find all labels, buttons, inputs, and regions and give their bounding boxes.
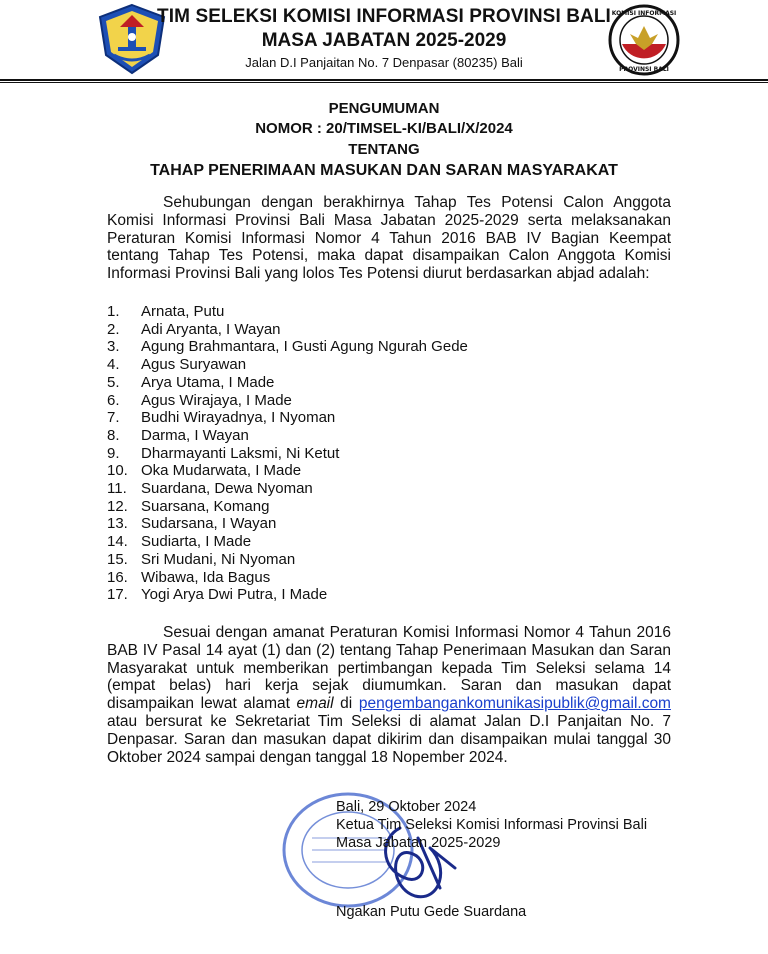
list-item-number: 5. — [107, 373, 120, 391]
list-item — [107, 303, 468, 321]
list-item — [107, 409, 468, 427]
list-item-name: Yogi Arya Dwi Putra, I Made — [141, 586, 328, 604]
list-item-name: Arya Utama, I Made — [141, 373, 275, 391]
list-item-name: Agus Suryawan — [141, 356, 247, 374]
list-item — [107, 569, 468, 587]
list-item-number: 6. — [107, 391, 120, 409]
list-item — [107, 586, 468, 604]
list-item-number: 14. — [107, 533, 128, 551]
list-item-name: Sudiarta, I Made — [141, 533, 252, 551]
doc-number: NOMOR : 20/TIMSEL-KI/BALI/X/2024 — [255, 120, 513, 137]
closing-paragraph: Sesuai dengan amanat Peraturan Komisi Informasi Nomor 4 Tahun 2016 BAB IV Pasal 14 ayat (1) dan (2) tentang Tahap Penerimaan Masukan dan Saran Masyarakat untuk memberikan pertimbangan kepada Tim Seleksi selama 14 (empat belas) hari kerja sejak diumumkan. Saran dan masukan dapat disampaikan lewat alamat email di pengembangankomunikasipublik@gmail.com atau bersurat ke Sekretariat Tim Seleksi di alamat Jalan D.I Panjaitan No. 7 Denpasar. Saran dan masukan dapat dikirim dan disampaikan mulai tanggal 30 Oktober 2024 sampai dengan tanggal 18 Nopember 2024. — [107, 624, 671, 766]
list-item-number: 16. — [107, 568, 128, 586]
list-item — [107, 551, 468, 569]
list-item-number: 13. — [107, 515, 128, 533]
list-item-name: Sudarsana, I Wayan — [141, 515, 277, 533]
list-item-number: 9. — [107, 444, 120, 462]
list-item-name: Suarsana, Komang — [141, 497, 270, 515]
list-item-number: 4. — [107, 356, 120, 374]
list-item-name: Agung Brahmantara, I Gusti Agung Ngurah Gede — [141, 338, 468, 356]
list-item — [107, 374, 468, 392]
signatory-name: Ngakan Putu Gede Suardana — [336, 904, 527, 920]
list-item-name: Budhi Wirayadnya, I Nyoman — [141, 409, 336, 427]
signature-role-2: Masa Jabatan 2025-2029 — [336, 835, 501, 851]
email-link[interactable]: pengembangankomunikasipublik@gmail.com — [358, 695, 671, 713]
candidate-list — [107, 303, 468, 604]
list-item-number: 11. — [107, 480, 127, 498]
list-item-number: 10. — [107, 462, 128, 480]
list-item — [107, 338, 468, 356]
email-word: email — [296, 695, 334, 713]
list-item-name: Wibawa, Ida Bagus — [141, 568, 271, 586]
list-item-number: 15. — [107, 550, 128, 568]
list-item — [107, 392, 468, 410]
list-item — [107, 427, 468, 445]
signature-place-date: Bali, 29 Oktober 2024 — [336, 799, 477, 815]
list-item-name: Sri Mudani, Ni Nyoman — [141, 550, 296, 568]
list-item — [107, 533, 468, 551]
list-item-number: 7. — [107, 409, 120, 427]
list-item-name: Suardana, Dewa Nyoman — [141, 480, 313, 498]
list-item-name: Agus Wirajaya, I Made — [141, 391, 292, 409]
signature-role-1: Ketua Tim Seleksi Komisi Informasi Provinsi Bali — [336, 817, 648, 833]
list-item — [107, 515, 468, 533]
list-item — [107, 445, 468, 463]
intro-paragraph: Sehubungan dengan berakhirnya Tahap Tes Potensi Calon Anggota Komisi Informasi Provinsi Bali Masa Jabatan 2025-2029 serta melaksanakan Peraturan Komisi Informasi Nomor 4 Tahun 2016 BAB IV Bagian Keempat tentang Tahap Tes Potensi, maka dapat disampaikan Calon Anggota Komisi Informasi Provinsi Bali yang lolos Tes Potensi diurut berdasarkan abjad adalah: — [107, 194, 671, 283]
list-item-number: 12. — [107, 497, 128, 515]
doc-type: PENGUMUMAN — [328, 100, 440, 117]
header-divider-thin — [0, 82, 768, 83]
org-name: TIM SELEKSI KOMISI INFORMASI PROVINSI BALI — [157, 6, 611, 27]
list-item-number: 2. — [107, 320, 120, 338]
doc-about: TENTANG — [348, 141, 420, 158]
list-item-number: 3. — [107, 338, 120, 356]
list-item — [107, 462, 468, 480]
svg-text:PROVINSI BALI: PROVINSI BALI — [619, 66, 669, 73]
list-item-number: 17. — [107, 586, 128, 604]
doc-subject: TAHAP PENERIMAAN MASUKAN DAN SARAN MASYARAKAT — [150, 162, 618, 179]
header-divider — [0, 79, 768, 81]
list-item — [107, 480, 468, 498]
org-term: MASA JABATAN 2025-2029 — [261, 30, 507, 51]
list-item — [107, 356, 468, 374]
list-item-number: 1. — [107, 303, 120, 320]
svg-text:KOMISI INFORMASI: KOMISI INFORMASI — [611, 10, 677, 17]
list-item-name: Darma, I Wayan — [141, 426, 249, 444]
list-item-name: Adi Aryanta, I Wayan — [141, 320, 281, 338]
list-item-name: Dharmayanti Laksmi, Ni Ketut — [141, 444, 340, 462]
list-item-name: Oka Mudarwata, I Made — [141, 462, 302, 480]
org-address: Jalan D.I Panjaitan No. 7 Denpasar (80235) Bali — [245, 55, 523, 70]
list-item — [107, 321, 468, 339]
list-item-name: Arnata, Putu — [141, 303, 225, 320]
list-item — [107, 498, 468, 516]
list-item-number: 8. — [107, 426, 120, 444]
